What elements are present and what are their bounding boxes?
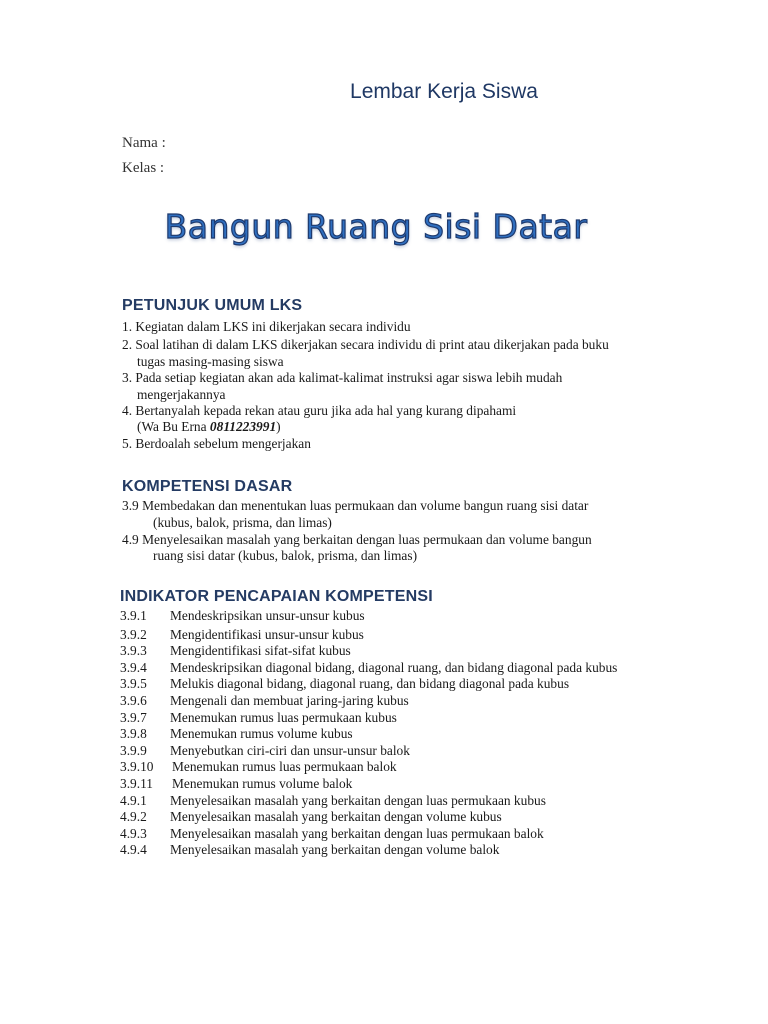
item-number: 4.9 bbox=[122, 531, 139, 547]
list-item bbox=[120, 693, 617, 710]
indicator-code: 3.9.6 bbox=[120, 692, 147, 708]
list-item bbox=[120, 660, 617, 677]
list-item bbox=[120, 710, 617, 727]
indicator-text: Menemukan rumus luas permukaan kubus bbox=[170, 709, 397, 725]
list-item bbox=[122, 498, 592, 532]
list-item bbox=[122, 436, 609, 452]
item-number: 2. bbox=[122, 337, 133, 353]
indicator-text: Melukis diagonal bidang, diagonal ruang, dan bidang diagonal pada kubus bbox=[170, 676, 570, 692]
list-item bbox=[120, 759, 617, 776]
item-text-continued bbox=[122, 419, 609, 435]
item-text: Soal latihan di dalam LKS dikerjakan secara individu di print atau dikerjakan pada buku bbox=[135, 337, 609, 353]
list-item bbox=[122, 337, 609, 370]
item-text: Berdoalah sebelum mengerjakan bbox=[135, 435, 311, 451]
indicator-code: 3.9.5 bbox=[120, 676, 147, 692]
list-item bbox=[120, 608, 617, 625]
indicator-text: Mengenali dan membuat jaring-jaring kubus bbox=[170, 692, 409, 708]
item-text-continued: mengerjakannya bbox=[137, 386, 226, 402]
kompetensi-dasar-heading: KOMPETENSI DASAR bbox=[122, 478, 293, 495]
item-text: Membedakan dan menentukan luas permukaan dan volume bangun ruang sisi datar bbox=[142, 498, 589, 513]
indicator-code: 3.9.11 bbox=[120, 775, 153, 791]
indicator-code: 4.9.4 bbox=[120, 842, 147, 858]
document-title: Lembar Kerja Siswa bbox=[350, 80, 538, 103]
item-number: 5. bbox=[122, 435, 133, 451]
list-item bbox=[122, 403, 609, 436]
item-number: 1. bbox=[122, 319, 133, 334]
item-number: 3. bbox=[122, 370, 133, 386]
indicator-text: Menemukan rumus volume kubus bbox=[170, 726, 353, 742]
indicator-text: Mengidentifikasi unsur-unsur kubus bbox=[170, 626, 364, 642]
petunjuk-list bbox=[122, 319, 609, 452]
indicator-text: Menyelesaikan masalah yang berkaitan dengan volume kubus bbox=[170, 809, 502, 825]
list-item bbox=[120, 842, 617, 859]
indicator-text: Menyelesaikan masalah yang berkaitan dengan luas permukaan balok bbox=[170, 825, 544, 841]
item-text: Menyelesaikan masalah yang berkaitan dengan luas permukaan dan volume bangun bbox=[142, 531, 592, 547]
item-text-continued: tugas masing-masing siswa bbox=[137, 353, 284, 369]
indicator-code: 3.9.3 bbox=[120, 643, 147, 659]
indicator-text: Menyelesaikan masalah yang berkaitan dengan volume balok bbox=[170, 842, 500, 858]
list-item bbox=[120, 676, 617, 693]
list-item bbox=[120, 826, 617, 843]
list-item bbox=[120, 793, 617, 810]
list-item bbox=[122, 370, 609, 403]
indicator-code: 3.9.7 bbox=[120, 709, 147, 725]
wordart-title: Bangun Ruang Sisi Datar bbox=[164, 207, 588, 246]
list-item bbox=[120, 743, 617, 760]
contact-phone: 0811223991 bbox=[209, 419, 277, 435]
indicator-code: 3.9.8 bbox=[120, 726, 147, 742]
contact-suffix: ) bbox=[276, 419, 281, 435]
indicator-code: 3.9.2 bbox=[120, 626, 147, 642]
item-text: Kegiatan dalam LKS ini dikerjakan secara individu bbox=[135, 319, 411, 334]
list-item bbox=[120, 627, 617, 644]
indicator-code: 4.9.1 bbox=[120, 792, 147, 808]
list-item bbox=[122, 532, 592, 566]
item-number: 4. bbox=[122, 403, 133, 419]
list-item bbox=[120, 643, 617, 660]
indicator-code: 3.9.4 bbox=[120, 659, 147, 675]
class-label: Kelas : bbox=[122, 160, 165, 176]
indicator-text: Menyelesaikan masalah yang berkaitan dengan luas permukaan kubus bbox=[170, 792, 546, 808]
indicator-text: Menyebutkan ciri-ciri dan unsur-unsur balok bbox=[170, 742, 410, 758]
petunjuk-heading: PETUNJUK UMUM LKS bbox=[122, 297, 303, 314]
item-text: Bertanyalah kepada rekan atau guru jika ada hal yang kurang dipahami bbox=[135, 403, 517, 419]
indicator-text: Mengidentifikasi sifat-sifat kubus bbox=[170, 643, 351, 659]
indicator-code: 4.9.3 bbox=[120, 825, 147, 841]
indicator-text: Mendeskripsikan unsur-unsur kubus bbox=[170, 608, 365, 623]
indicator-text: Menemukan rumus luas permukaan balok bbox=[172, 759, 397, 775]
item-text-continued: (kubus, balok, prisma, dan limas) bbox=[153, 514, 332, 530]
list-item bbox=[120, 776, 617, 793]
indicator-code: 3.9.10 bbox=[120, 759, 154, 775]
indicator-code: 3.9.1 bbox=[120, 608, 147, 623]
item-text: Pada setiap kegiatan akan ada kalimat-kalimat instruksi agar siswa lebih mudah bbox=[135, 370, 563, 386]
list-item bbox=[122, 319, 609, 335]
kompetensi-dasar-list bbox=[122, 498, 592, 565]
list-item bbox=[120, 726, 617, 743]
indikator-heading: INDIKATOR PENCAPAIAN KOMPETENSI bbox=[120, 588, 433, 605]
item-number: 3.9 bbox=[122, 498, 139, 513]
indicator-code: 4.9.2 bbox=[120, 809, 147, 825]
list-item bbox=[120, 809, 617, 826]
indicator-text: Menemukan rumus volume balok bbox=[172, 775, 353, 791]
indicator-code: 3.9.9 bbox=[120, 742, 147, 758]
name-label: Nama : bbox=[122, 135, 166, 151]
contact-prefix: (Wa Bu Erna bbox=[137, 419, 210, 435]
indikator-list bbox=[120, 608, 617, 859]
item-text-continued: ruang sisi datar (kubus, balok, prisma, dan limas) bbox=[153, 548, 418, 564]
indicator-text: Mendeskripsikan diagonal bidang, diagonal ruang, dan bidang diagonal pada kubus bbox=[170, 659, 618, 675]
